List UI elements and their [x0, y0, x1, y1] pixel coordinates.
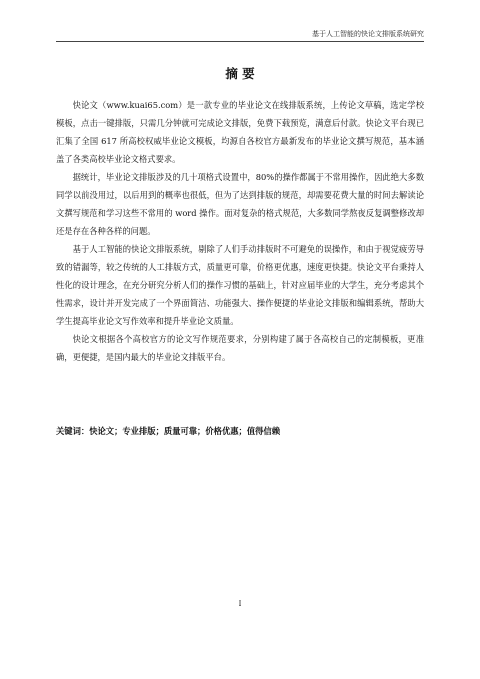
page-number: I — [238, 600, 242, 608]
abstract-paragraph-4: 快论文根据各个高校官方的论文写作规范要求，分别构建了属于各高校自己的定制模板，更准确，更便捷，是国内最大的毕业论文排版平台。 — [56, 334, 424, 362]
abstract-title: 摘 要 — [225, 66, 255, 81]
abstract-paragraph-3: 基于人工智能的快论文排版系统，剔除了人们手动排版时不可避免的误操作，和由于视觉疲劳导致的错漏等，较之传统的人工排版方式，质量更可靠，价格更优惠，速度更快捷。快论文平台秉持人性化的设计理念，在充分研究分析人们的操作习惯的基础上，针对应届毕业的大学生，充分考虑其个性需求，设计并开发完成了一个界面简洁、功能强大、操作便捷的毕业论文排版和编辑系统，帮助大学生提高毕业论文写作效率和提升毕业论文质量。 — [56, 244, 424, 326]
header-rule — [56, 41, 424, 42]
keywords-line: 关键词：快论文；专业排版；质量可靠；价格优惠；值得信赖 — [56, 426, 281, 436]
running-header: 基于人工智能的快论文排版系统研究 — [312, 30, 424, 38]
abstract-paragraph-1: 快论文（www.kuai65.com）是一款专业的毕业论文在线排版系统，上传论文草稿，选定学校模板，点击一键排版，只需几分钟就可完成论文排版，免费下载预览，满意后付款。快论文平台现已汇集了全国 617 所高校权威毕业论文模板，均源自各校官方最新发布的毕业论文撰写规范，基本涵盖了各类高校毕业论文格式要求。 — [56, 100, 424, 164]
abstract-paragraph-2: 据统计，毕业论文排版涉及的几十项格式设置中，80%的操作都属于不常用操作，因此绝大多数同学以前没用过，以后用到的概率也很低，但为了达到排版的规范，却需要花费大量的时间去解读论文撰写规范和学习这些不常用的 word 操作。面对复杂的格式规范，大多数同学熬夜反复调整修改却还是存在各种各样的问题。 — [56, 172, 424, 236]
abstract-body — [56, 96, 424, 366]
